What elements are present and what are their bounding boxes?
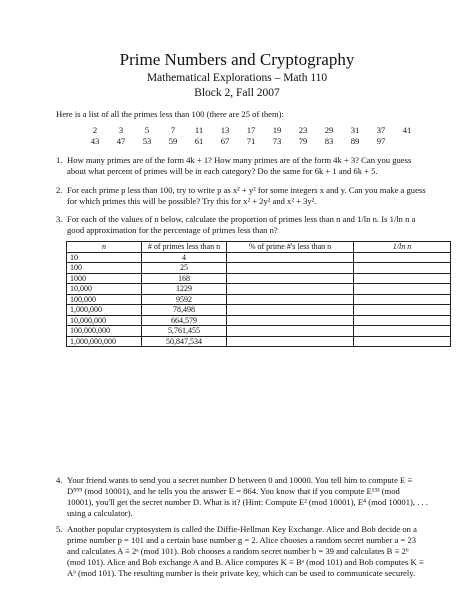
- percent-cell: [227, 336, 354, 347]
- prime-value: 67: [220, 136, 230, 146]
- n-cell: 1,000,000,000: [67, 336, 142, 347]
- count-cell: 1229: [142, 284, 227, 295]
- prime-value: 17: [246, 125, 256, 135]
- prime-value: 37: [376, 125, 386, 135]
- prime-value: 13: [220, 125, 230, 135]
- prime-value: 3: [118, 125, 124, 135]
- count-cell: 168: [142, 273, 227, 284]
- ratio-cell: [354, 326, 451, 337]
- percent-cell: [227, 305, 354, 316]
- prime-value: 73: [272, 136, 282, 146]
- table-header: % of prime #'s less than n: [227, 242, 354, 253]
- prime-value: 59: [168, 136, 178, 146]
- table-header: 1/ln n: [354, 242, 451, 253]
- prime-value: 5: [144, 125, 150, 135]
- intro-text: Here is a list of all the primes less than 100 (there are 25 of them):: [56, 109, 284, 119]
- question-2: [56, 185, 428, 207]
- prime-value: 71: [246, 136, 256, 146]
- table-header: n: [67, 242, 142, 253]
- n-cell: 100,000: [67, 294, 142, 305]
- percent-cell: [227, 273, 354, 284]
- question-3: [56, 214, 428, 236]
- prime-value: 97: [376, 136, 386, 146]
- count-cell: 4: [142, 252, 227, 263]
- ratio-cell: [354, 294, 451, 305]
- n-cell: 100,000,000: [67, 326, 142, 337]
- prime-value: 31: [350, 125, 360, 135]
- question-text: For each of the values of n below, calculate the proportion of primes less than n and 1/ln n. Is 1/ln n a good approximation for the percentage of primes less than n?: [67, 214, 416, 235]
- count-cell: 9592: [142, 294, 227, 305]
- question-number: 5.: [56, 524, 63, 534]
- primes-row-2: [82, 136, 394, 146]
- prime-value: 23: [298, 125, 308, 135]
- primes-row-1: [82, 125, 420, 135]
- question-number: 3.: [56, 214, 63, 224]
- prime-value: 89: [350, 136, 360, 146]
- prime-value: 83: [324, 136, 334, 146]
- count-cell: 664,579: [142, 315, 227, 326]
- block-subtitle: Block 2, Fall 2007: [194, 87, 280, 99]
- percent-cell: [227, 315, 354, 326]
- n-cell: 10,000: [67, 284, 142, 295]
- n-cell: 1,000,000: [67, 305, 142, 316]
- n-cell: 10: [67, 252, 142, 263]
- percent-cell: [227, 252, 354, 263]
- ratio-cell: [354, 315, 451, 326]
- question-text: Another popular cryptosystem is called the Diffie-Hellman Key Exchange. Alice and Bob decide on a prime number p = 101 and a certain base number g = 2. Alice chooses a random secret number a = 23 and calculates A ≡ 2ᵃ (mod 101). Bob chooses a random secret number b = 39 and calculates B ≡ 2ᵇ (mod 101). Alice and Bob exchange A and B. Alice computes K ≡ Bᵃ (mod 101) and Bob computes K ≡ Aᵇ (mod 101). The resulting number is their private key, which can be used to communicate securely.: [67, 524, 424, 578]
- question-text: How many primes are of the form 4k + 1? How many primes are of the form 4k + 3? Can you guess about what percent of primes will be in each category? Do the same for 6k + 1 and 6k + 5.: [67, 155, 412, 176]
- question-text: Your friend wants to send you a secret number D between 0 and 10000. You tell him to compute E ≡ D⁵⁹⁹ (mod 10001), and he tells you the answer E = 864. You know that if you compute E¹³³ (mod 10001), you'll get the secret number D. What is it? (Hint: Compute E² (mod 10001), E⁴ (mod 10001), . . . using a calculator).: [67, 475, 428, 518]
- primes-table: [66, 241, 451, 347]
- prime-value: 53: [142, 136, 152, 146]
- prime-value: 29: [324, 125, 334, 135]
- prime-value: 11: [194, 125, 204, 135]
- question-number: 1.: [56, 155, 63, 165]
- table-row: [67, 336, 451, 347]
- table-row: [67, 294, 451, 305]
- table-row: [67, 326, 451, 337]
- table-row: [67, 284, 451, 295]
- prime-value: 43: [90, 136, 100, 146]
- count-cell: 78,498: [142, 305, 227, 316]
- count-cell: 25: [142, 263, 227, 274]
- question-text: For each prime p less than 100, try to write p as x² + y² for some integers x and y. Can you make a guess for which primes this will be possible? Try this for x² + 2y² and x² + 3y².: [67, 185, 426, 206]
- prime-value: 2: [92, 125, 98, 135]
- n-cell: 100: [67, 263, 142, 274]
- n-cell: 1000: [67, 273, 142, 284]
- question-4: [56, 475, 428, 519]
- prime-value: 61: [194, 136, 204, 146]
- prime-value: 19: [272, 125, 282, 135]
- table-header-row: [67, 242, 451, 253]
- ratio-cell: [354, 284, 451, 295]
- percent-cell: [227, 263, 354, 274]
- prime-value: 7: [170, 125, 176, 135]
- table-row: [67, 273, 451, 284]
- table-row: [67, 252, 451, 263]
- prime-value: 41: [402, 125, 412, 135]
- prime-value: 79: [298, 136, 308, 146]
- table-row: [67, 305, 451, 316]
- ratio-cell: [354, 263, 451, 274]
- ratio-cell: [354, 305, 451, 316]
- ratio-cell: [354, 252, 451, 263]
- percent-cell: [227, 294, 354, 305]
- ratio-cell: [354, 273, 451, 284]
- count-cell: 50,847,534: [142, 336, 227, 347]
- table-row: [67, 315, 451, 326]
- question-1: [56, 155, 428, 177]
- table-row: [67, 263, 451, 274]
- table-header: # of primes less than n: [142, 242, 227, 253]
- question-number: 2.: [56, 185, 63, 195]
- question-number: 4.: [56, 475, 63, 485]
- percent-cell: [227, 326, 354, 337]
- ratio-cell: [354, 336, 451, 347]
- page-title: Prime Numbers and Cryptography: [119, 50, 355, 69]
- percent-cell: [227, 284, 354, 295]
- question-5: [56, 524, 428, 579]
- course-subtitle: Mathematical Explorations – Math 110: [146, 72, 328, 84]
- prime-value: 47: [116, 136, 126, 146]
- n-cell: 10,000,000: [67, 315, 142, 326]
- count-cell: 5,761,455: [142, 326, 227, 337]
